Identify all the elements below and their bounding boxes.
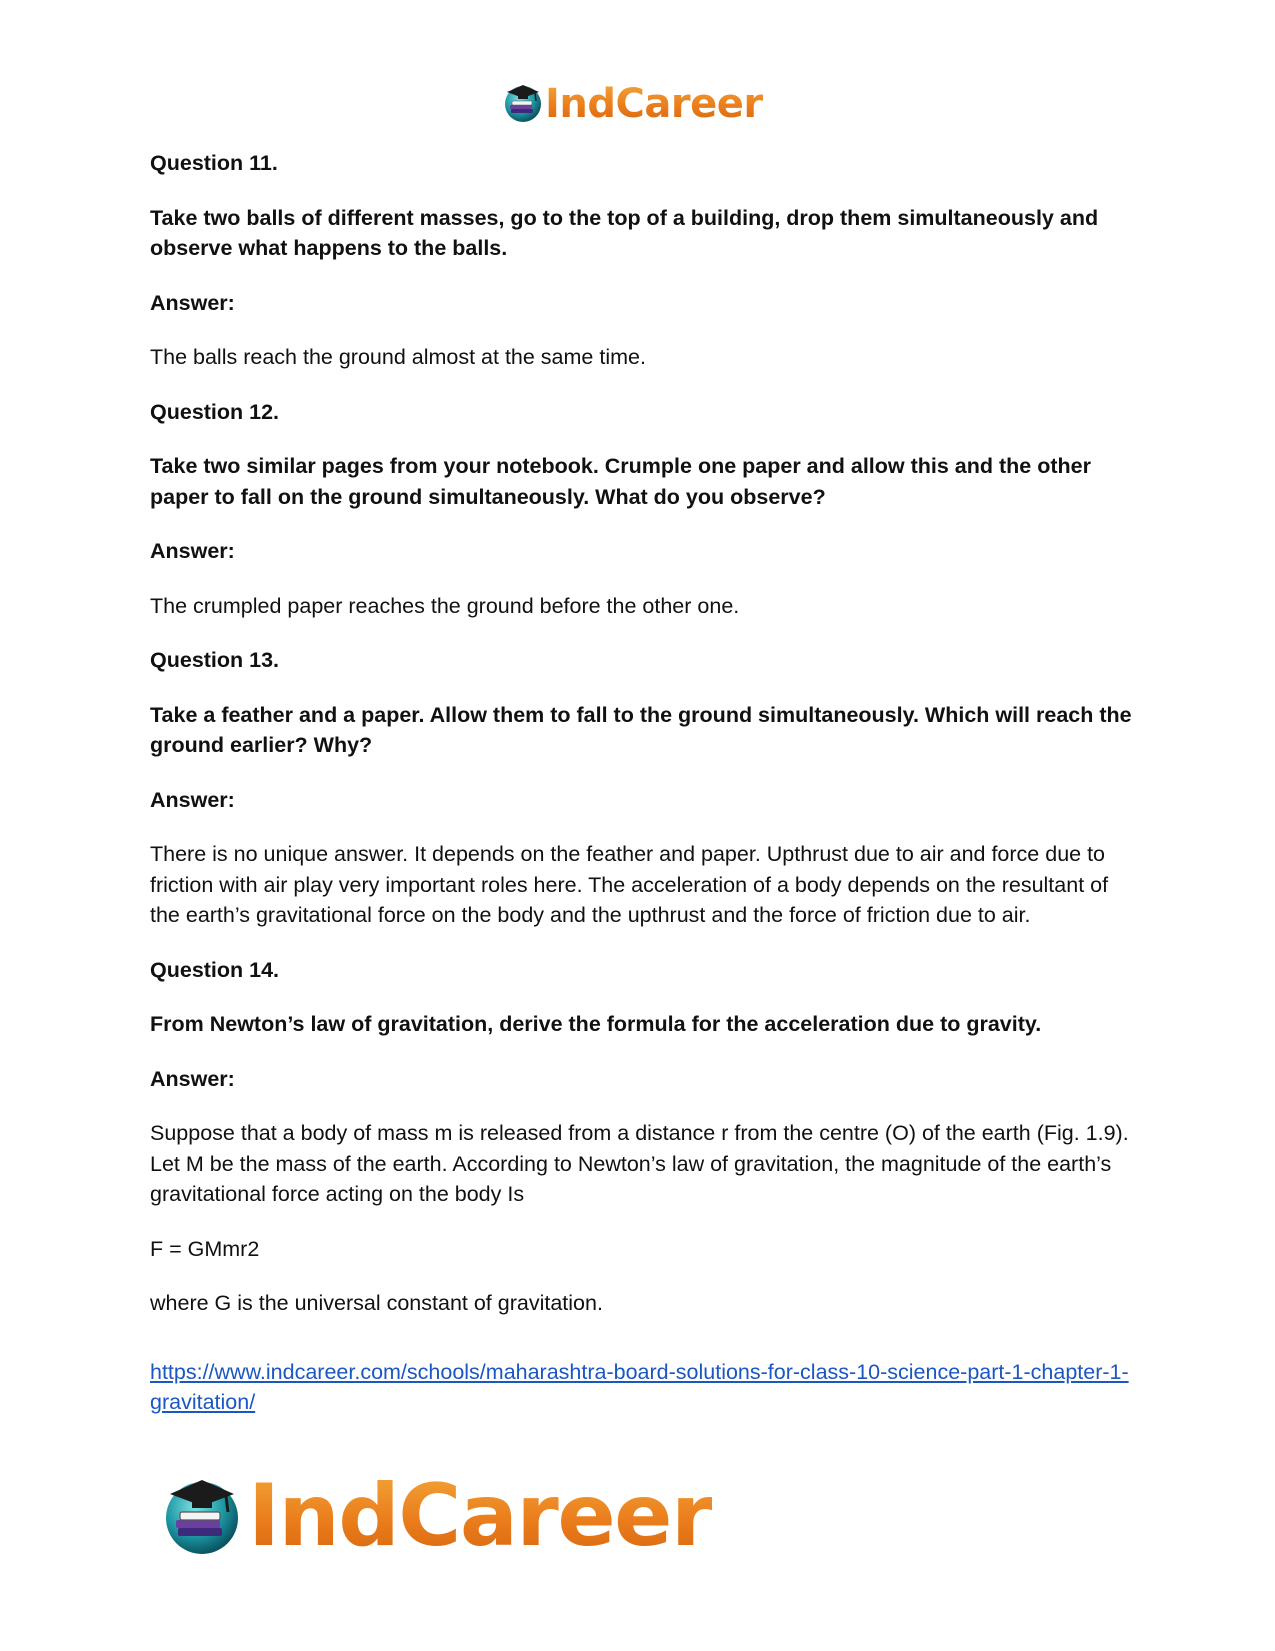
brand-logo-text: IndCareer (545, 81, 763, 127)
question-13-text: Take a feather and a paper. Allow them to fall to the ground simultaneously. Which will reach the ground earlier? Why? (150, 702, 1132, 757)
formula-note: where G is the universal constant of gravitation. (150, 1291, 603, 1315)
answer-11-text: The balls reach the ground almost at the same time. (150, 345, 646, 369)
question-12-heading: Question 12. (150, 399, 280, 424)
question-14-heading: Question 14. (150, 957, 280, 982)
question-11-text: Take two balls of different masses, go to the top of a building, drop them simultaneously and observe what happens to the balls. (150, 205, 1099, 260)
answer-13-text: There is no unique answer. It depends on the feather and paper. Upthrust due to air and force due to friction with air play very important roles here. The acceleration of a body depends on the resultant of the earth’s gravitational force on the body and the upthrust and the force of friction due to air. (150, 842, 1109, 927)
formula: F = GMmr2 (150, 1236, 260, 1261)
document-body (150, 148, 1140, 1418)
question-11-heading: Question 11. (150, 151, 278, 175)
question-14-text: From Newton’s law of gravitation, derive the formula for the acceleration due to gravity. (150, 1012, 1042, 1036)
brand-logo-text: IndCareer (248, 1466, 712, 1566)
question-12-text: Take two similar pages from your notebook. Crumple one paper and allow this and the other paper to fall on the ground simultaneously. What do you observe? (150, 454, 1091, 509)
graduation-cap-globe-icon (502, 81, 544, 128)
answer-14-heading: Answer: (150, 1066, 235, 1091)
answer-11-heading: Answer: (150, 290, 235, 315)
answer-13-heading: Answer: (150, 787, 235, 812)
answer-12-heading: Answer: (150, 539, 235, 563)
graduation-cap-globe-icon (160, 1472, 244, 1561)
answer-14-text: Suppose that a body of mass m is released from a distance r from the centre (O) of the earth (Fig. 1.9). Let M be the mass of the earth. According to Newton’s law of gravitation, the magnitude of the earth’s gravitational force acting on the body Is (150, 1121, 1129, 1206)
source-link[interactable]: https://www.indcareer.com/schools/maharashtra-board-solutions-for-class-10-science-part-1-chapter-1-gravitation/ (150, 1359, 1129, 1414)
answer-12-text: The crumpled paper reaches the ground before the other one. (150, 593, 740, 618)
brand-logo-top (502, 80, 763, 128)
brand-logo-bottom (160, 1466, 712, 1566)
question-13-heading: Question 13. (150, 648, 280, 672)
